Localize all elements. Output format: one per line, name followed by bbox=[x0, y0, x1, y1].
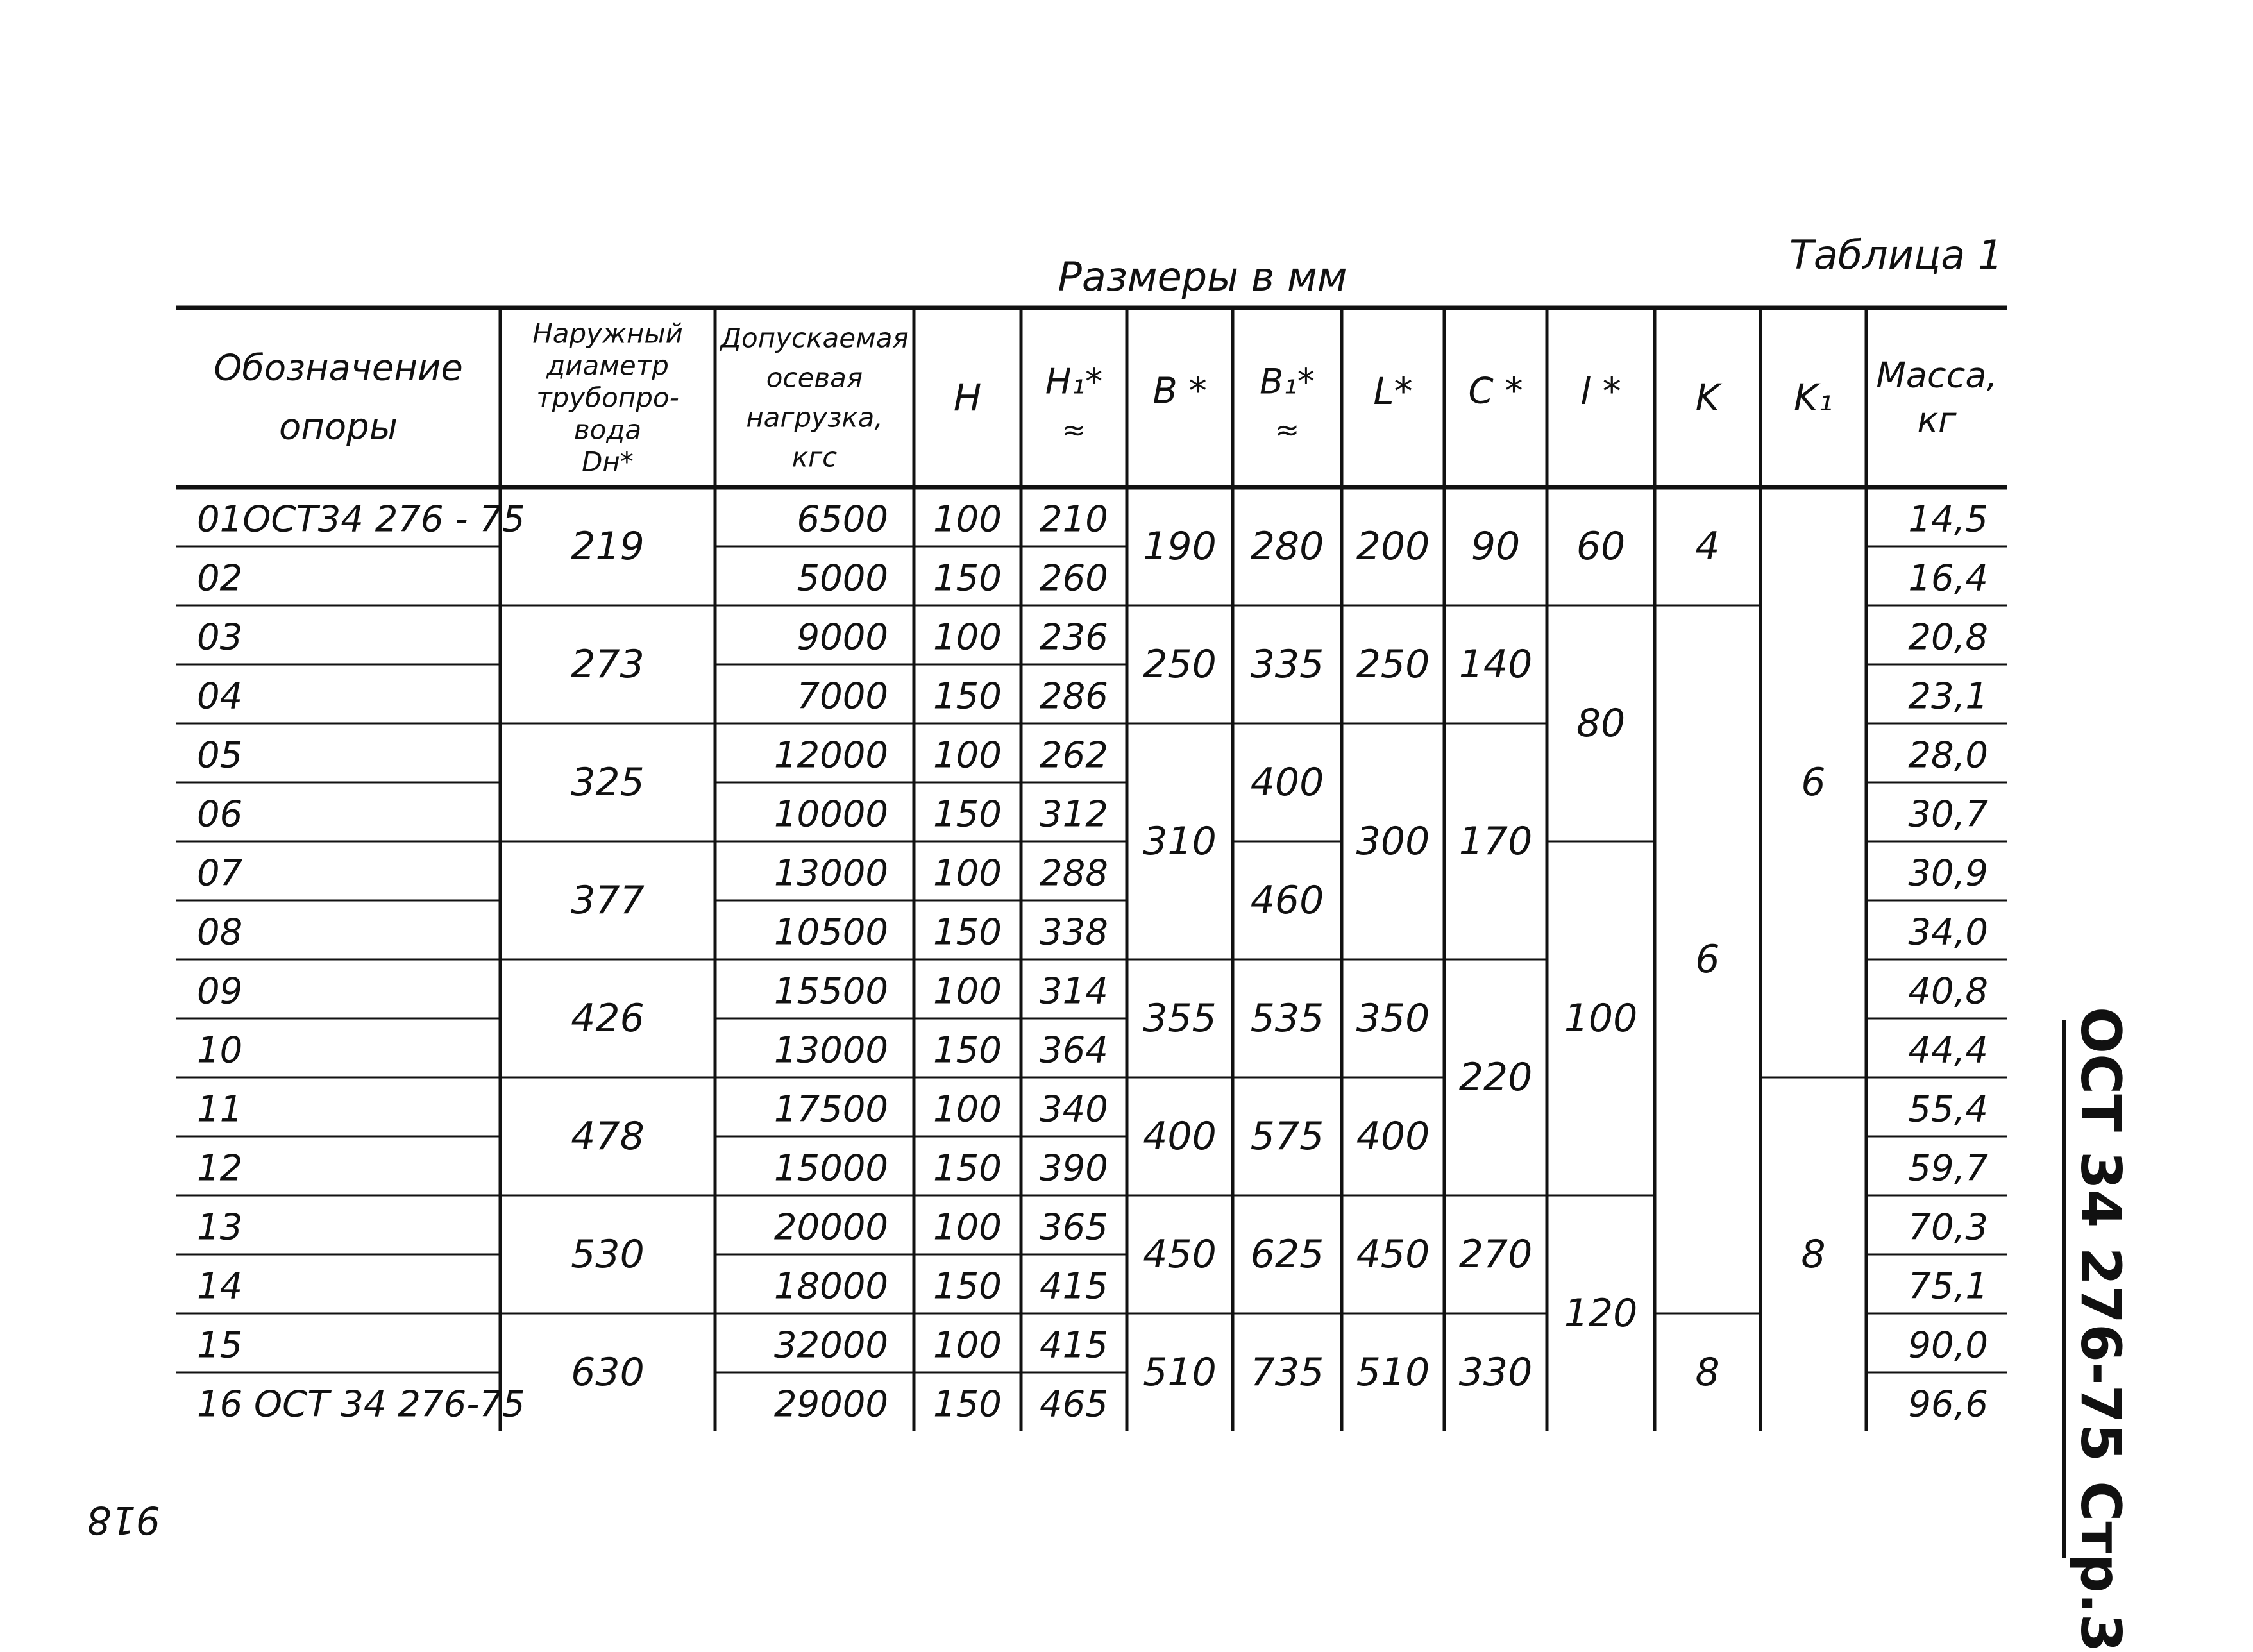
cell-H1: 415 bbox=[1040, 1265, 1108, 1308]
cell-H: 100 bbox=[933, 1206, 1002, 1249]
cell-K: 8 bbox=[1695, 1350, 1720, 1395]
header-designation: опоры bbox=[279, 406, 398, 448]
cell-B: 355 bbox=[1143, 996, 1217, 1041]
cell-H: 150 bbox=[933, 1265, 1002, 1308]
cell-designation: 04 bbox=[197, 675, 243, 718]
header-L: L* bbox=[1373, 369, 1413, 413]
header-outer_diameter: трубопро- bbox=[536, 382, 679, 414]
cell-C: 270 bbox=[1458, 1232, 1533, 1277]
cell-Dn: 426 bbox=[571, 996, 645, 1041]
cell-Dn: 219 bbox=[571, 524, 645, 569]
header-designation: Обозначение bbox=[214, 347, 463, 389]
cell-designation: 03 bbox=[197, 616, 243, 659]
cell-B1: 535 bbox=[1250, 996, 1324, 1041]
cell-B: 510 bbox=[1143, 1350, 1217, 1395]
cell-load: 20000 bbox=[773, 1206, 888, 1249]
cell-mass: 30,9 bbox=[1908, 852, 1988, 895]
cell-H1: 210 bbox=[1040, 498, 1108, 541]
cell-H: 100 bbox=[933, 970, 1002, 1013]
cell-B: 310 bbox=[1143, 819, 1217, 864]
cell-load: 13000 bbox=[773, 852, 888, 895]
cell-H1: 260 bbox=[1040, 557, 1108, 600]
cell-H: 150 bbox=[933, 675, 1002, 718]
cell-load: 15500 bbox=[773, 970, 888, 1013]
cell-mass: 55,4 bbox=[1908, 1088, 1988, 1131]
cell-load: 7000 bbox=[797, 675, 888, 718]
cell-H1: 415 bbox=[1040, 1324, 1108, 1367]
header-axial_load: Допускаемая bbox=[720, 322, 909, 354]
cell-B1: 735 bbox=[1250, 1350, 1324, 1395]
header-B1: B₁* bbox=[1260, 361, 1315, 402]
cell-load: 9000 bbox=[797, 616, 888, 659]
cell-load: 17500 bbox=[773, 1088, 888, 1131]
cell-Dn: 325 bbox=[571, 760, 645, 805]
cell-C: 140 bbox=[1458, 642, 1533, 687]
cell-l: 100 bbox=[1564, 996, 1638, 1041]
cell-H: 150 bbox=[933, 1383, 1002, 1426]
cell-L: 300 bbox=[1356, 819, 1430, 864]
cell-mass: 40,8 bbox=[1908, 970, 1988, 1013]
cell-load: 10000 bbox=[773, 793, 888, 836]
cell-designation: 11 bbox=[197, 1088, 243, 1131]
cell-H: 150 bbox=[933, 557, 1002, 600]
header-B1-approx: ≈ bbox=[1274, 412, 1300, 447]
cell-B1: 400 bbox=[1250, 760, 1324, 805]
cell-H: 100 bbox=[933, 1324, 1002, 1367]
cell-L: 400 bbox=[1356, 1114, 1430, 1159]
cell-designation: 07 bbox=[197, 852, 243, 895]
cell-C: 330 bbox=[1458, 1350, 1533, 1395]
cell-H1: 364 bbox=[1040, 1029, 1108, 1072]
stamp-text: ОСТ 34 276-75 Стр.3 bbox=[2068, 1007, 2132, 1652]
cell-H1: 288 bbox=[1040, 852, 1108, 895]
cell-mass: 20,8 bbox=[1908, 616, 1988, 659]
cell-mass: 96,6 bbox=[1908, 1383, 1988, 1426]
cell-mass: 59,7 bbox=[1908, 1147, 1988, 1190]
cell-L: 250 bbox=[1356, 642, 1430, 687]
cell-designation: 02 bbox=[197, 557, 243, 600]
cell-Dn: 530 bbox=[571, 1232, 645, 1277]
cell-designation: 13 bbox=[197, 1206, 243, 1249]
cell-l: 120 bbox=[1564, 1291, 1638, 1336]
cell-B1: 575 bbox=[1250, 1114, 1324, 1159]
cell-load: 12000 bbox=[773, 734, 888, 777]
cell-load: 10500 bbox=[773, 911, 888, 954]
header-outer_diameter: вода bbox=[573, 414, 642, 446]
cell-designation: 05 bbox=[197, 734, 243, 777]
header-H: H bbox=[953, 376, 982, 419]
cell-Dn: 273 bbox=[571, 642, 645, 687]
cell-mass: 44,4 bbox=[1908, 1029, 1988, 1072]
cell-mass: 28,0 bbox=[1908, 734, 1988, 777]
cell-mass: 14,5 bbox=[1908, 498, 1988, 541]
cell-H1: 286 bbox=[1040, 675, 1108, 718]
cell-C: 170 bbox=[1458, 819, 1533, 864]
header-mass: кг bbox=[1917, 400, 1957, 441]
cell-H: 100 bbox=[933, 852, 1002, 895]
cell-L: 200 bbox=[1356, 524, 1430, 569]
cell-mass: 70,3 bbox=[1908, 1206, 1988, 1249]
header-outer_diameter: Dн* bbox=[582, 446, 634, 478]
cell-L: 350 bbox=[1356, 996, 1430, 1041]
cell-H1: 338 bbox=[1040, 911, 1108, 954]
cell-B: 400 bbox=[1143, 1114, 1217, 1159]
cell-designation: 09 bbox=[197, 970, 243, 1013]
header-K1: K₁ bbox=[1793, 376, 1834, 419]
cell-mass: 90,0 bbox=[1908, 1324, 1988, 1367]
header-l: l * bbox=[1580, 369, 1621, 413]
table-title: Таблица 1 bbox=[1789, 232, 2004, 278]
cell-Dn: 630 bbox=[571, 1350, 645, 1395]
cell-C: 220 bbox=[1458, 1055, 1533, 1100]
cell-B1: 625 bbox=[1250, 1232, 1324, 1277]
cell-B1: 280 bbox=[1250, 524, 1324, 569]
cell-designation: 16 ОСТ 34 276-75 bbox=[197, 1383, 525, 1426]
cell-mass: 23,1 bbox=[1908, 675, 1988, 718]
cell-H1: 365 bbox=[1040, 1206, 1108, 1249]
cell-load: 5000 bbox=[797, 557, 888, 600]
cell-H: 150 bbox=[933, 793, 1002, 836]
cell-H: 150 bbox=[933, 1147, 1002, 1190]
cell-designation: 12 bbox=[197, 1147, 243, 1190]
header-outer_diameter: Наружный bbox=[532, 317, 683, 350]
cell-load: 6500 bbox=[797, 498, 888, 541]
cell-H1: 236 bbox=[1040, 616, 1108, 659]
cell-B1: 460 bbox=[1250, 878, 1324, 923]
header-C: C * bbox=[1468, 370, 1523, 412]
standard-stamp bbox=[2062, 1007, 2139, 1652]
cell-L: 510 bbox=[1356, 1350, 1430, 1395]
cell-B: 450 bbox=[1143, 1232, 1217, 1277]
cell-load: 15000 bbox=[773, 1147, 888, 1190]
cell-H1: 262 bbox=[1040, 734, 1108, 777]
cell-H: 150 bbox=[933, 1029, 1002, 1072]
cell-H1: 390 bbox=[1040, 1147, 1108, 1190]
cell-C: 90 bbox=[1471, 524, 1521, 569]
cell-mass: 30,7 bbox=[1908, 793, 1988, 836]
cell-mass: 75,1 bbox=[1908, 1265, 1988, 1308]
cell-K1: 8 bbox=[1801, 1232, 1826, 1277]
cell-H: 150 bbox=[933, 911, 1002, 954]
cell-mass: 16,4 bbox=[1908, 557, 1988, 600]
header-outer_diameter: диаметр bbox=[546, 350, 669, 382]
cell-H: 100 bbox=[933, 1088, 1002, 1131]
header-H1-approx: ≈ bbox=[1061, 412, 1086, 447]
cell-designation: 08 bbox=[197, 911, 243, 954]
cell-designation: 10 bbox=[197, 1029, 243, 1072]
cell-designation: 01ОСТ34 276 - 75 bbox=[197, 498, 525, 541]
header-axial_load: кгс bbox=[791, 441, 838, 473]
page-number: 918 bbox=[87, 1497, 160, 1542]
header-K: K bbox=[1695, 376, 1720, 419]
header-B: B * bbox=[1152, 370, 1207, 412]
cell-Dn: 377 bbox=[571, 878, 645, 923]
cell-H: 100 bbox=[933, 498, 1002, 541]
cell-load: 29000 bbox=[773, 1383, 888, 1426]
header-mass: Масса, bbox=[1876, 355, 1998, 396]
cell-l: 80 bbox=[1576, 701, 1626, 746]
header-axial_load: осевая bbox=[766, 362, 863, 394]
cell-designation: 14 bbox=[197, 1265, 243, 1308]
cell-designation: 15 bbox=[197, 1324, 243, 1367]
cell-load: 13000 bbox=[773, 1029, 888, 1072]
cell-H: 100 bbox=[933, 616, 1002, 659]
cell-load: 18000 bbox=[773, 1265, 888, 1308]
cell-B: 250 bbox=[1143, 642, 1217, 687]
header-axial_load: нагрузка, bbox=[746, 401, 883, 434]
cell-K: 4 bbox=[1695, 524, 1720, 569]
cell-H1: 312 bbox=[1040, 793, 1108, 836]
cell-Dn: 478 bbox=[571, 1114, 645, 1159]
cell-L: 450 bbox=[1356, 1232, 1430, 1277]
cell-B: 190 bbox=[1143, 524, 1217, 569]
cell-K: 6 bbox=[1695, 937, 1720, 982]
cell-mass: 34,0 bbox=[1908, 911, 1988, 954]
cell-H1: 314 bbox=[1040, 970, 1108, 1013]
cell-load: 32000 bbox=[773, 1324, 888, 1367]
cell-designation: 06 bbox=[197, 793, 243, 836]
cell-H: 100 bbox=[933, 734, 1002, 777]
header-H1: H₁* bbox=[1045, 361, 1103, 402]
units-caption: Размеры в мм bbox=[1058, 253, 1347, 300]
cell-H1: 465 bbox=[1040, 1383, 1108, 1426]
cell-K1: 6 bbox=[1801, 760, 1826, 805]
cell-H1: 340 bbox=[1040, 1088, 1108, 1131]
cell-B1: 335 bbox=[1250, 642, 1324, 687]
cell-l: 60 bbox=[1576, 524, 1626, 569]
